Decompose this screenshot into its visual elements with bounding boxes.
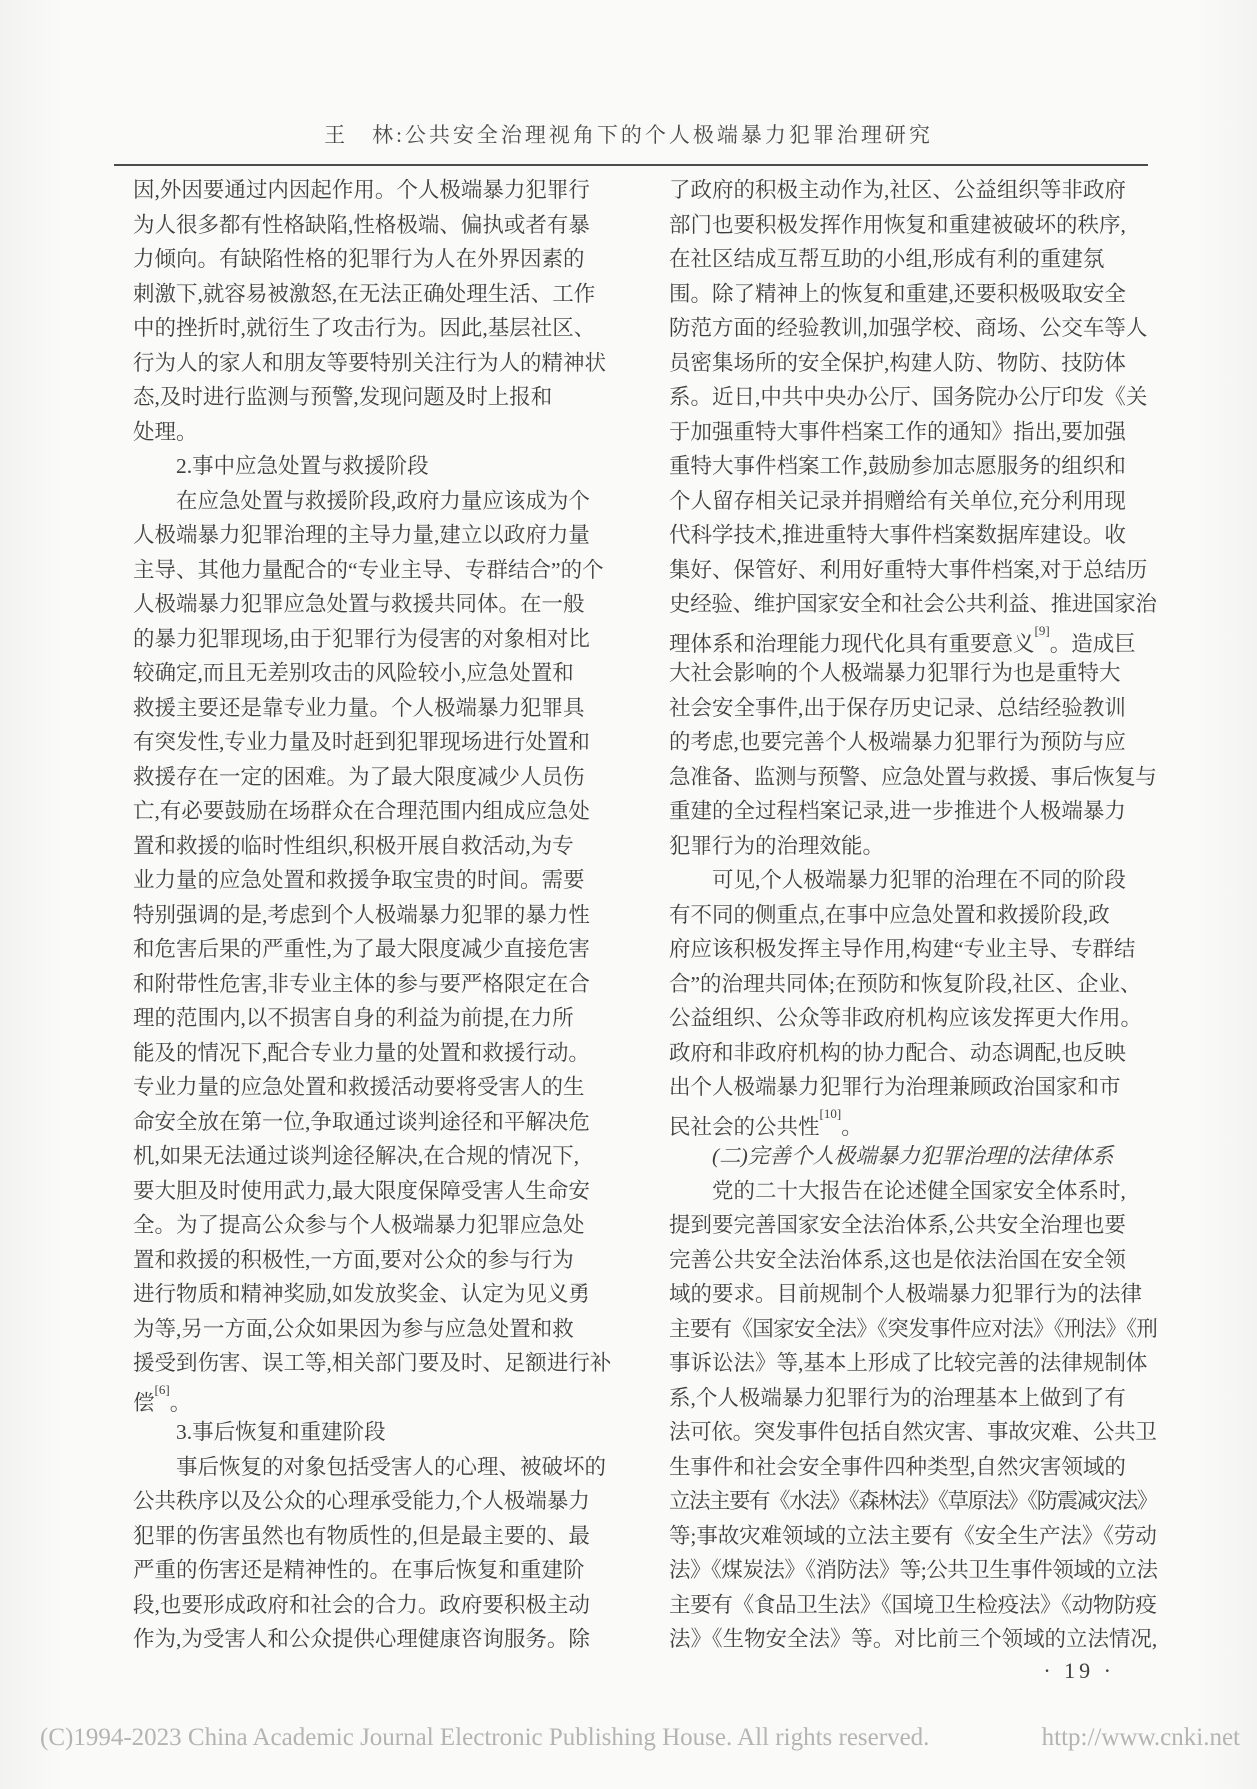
text-line: 援受到伤害、误工等,相关部门要及时、足额进行补 xyxy=(133,1351,612,1375)
text-line: 力倾向。有缺陷性格的犯罪行为人在外界因素的 xyxy=(133,247,585,271)
text-line: 政府和非政府机构的协力配合、动态调配,也反映 xyxy=(669,1040,1126,1065)
text-line: 置和救援的临时性组织,积极开展自救活动,为专 xyxy=(133,833,574,858)
text-line: 重特大事件档案工作,鼓励参加志愿服务的组织和 xyxy=(669,454,1126,478)
left-column xyxy=(133,173,621,1657)
text-line: 严重的伤害还是精神性的。在事后恢复和重建阶 xyxy=(133,1558,585,1582)
page-footer xyxy=(40,1724,1240,1752)
text-line: 系。近日,中共中央办公厅、国务院办公厅印发《关 xyxy=(669,385,1148,409)
text-line: 主要有《国家安全法》《突发事件应对法》《刑法》《刑 xyxy=(669,1316,1158,1341)
text-line: 等;事故灾难领域的立法主要有《安全生产法》《劳动 xyxy=(669,1523,1157,1548)
text-line: 了政府的积极主动作为,社区、公益组织等非政府 xyxy=(669,178,1126,202)
text-line: 偿[6]。 xyxy=(133,1381,192,1415)
text-line: 有突发性,专业力量及时赶到犯罪现场进行处置和 xyxy=(133,730,590,754)
running-header-title: 王 林:公共安全治理视角下的个人极端暴力犯罪治理研究 xyxy=(324,123,933,147)
text-line: 命安全放在第一位,争取通过谈判途径和平解决危 xyxy=(133,1109,590,1134)
text-line: 系,个人极端暴力犯罪行为的治理基本上做到了有 xyxy=(669,1385,1126,1410)
text-line: 完善公共安全法治体系,这也是依法治国在安全领 xyxy=(669,1247,1126,1272)
footer-copyright: (C)1994-2023 China Academic Journal Electronic Publishing House. All rights reserved. xyxy=(40,1724,930,1751)
text-line: 法》《煤炭法》《消防法》等;公共卫生事件领域的立法 xyxy=(669,1558,1158,1582)
text-line: 中的挫折时,就衍生了攻击行为。因此,基层社区、 xyxy=(133,316,596,340)
text-line: 因,外因要通过内因起作用。个人极端暴力犯罪行 xyxy=(133,178,590,202)
text-line: 围。除了精神上的恢复和重建,还要积极吸取安全 xyxy=(669,281,1126,306)
text-line: 进行物质和精神奖励,如发放奖金、认定为见义勇 xyxy=(133,1282,590,1306)
header-rule xyxy=(114,164,1148,166)
text-line: 人极端暴力犯罪应急处置与救援共同体。在一般 xyxy=(133,592,585,616)
text-line: 态,及时进行监测与预警,发现问题及时上报和 xyxy=(133,385,553,409)
text-line: 为等,另一方面,公众如果因为参与应急处置和救 xyxy=(133,1316,574,1341)
text-line: 的暴力犯罪现场,由于犯罪行为侵害的对象相对比 xyxy=(133,626,590,651)
text-line: 全。为了提高公众参与个人极端暴力犯罪应急处 xyxy=(133,1213,585,1237)
text-line: 立法主要有《水法》《森林法》《草原法》《防震减灾法》 xyxy=(669,1489,1157,1513)
text-line: 社会安全事件,出于保存历史记录、总结经验教训 xyxy=(669,695,1126,720)
text-line: 主要有《食品卫生法》《国境卫生检疫法》《动物防疫 xyxy=(669,1592,1157,1617)
text-line: 救援主要还是靠专业力量。个人极端暴力犯罪具 xyxy=(133,695,585,720)
text-line: 有不同的侧重点,在事中应急处置和救援阶段,政 xyxy=(669,902,1110,927)
text-line: 生事件和社会安全事件四种类型,自然灾害领域的 xyxy=(669,1454,1126,1479)
text-line: 犯罪的伤害虽然也有物质性的,但是最主要的、最 xyxy=(133,1523,590,1548)
text-line: 为人很多都有性格缺陷,性格极端、偏执或者有暴 xyxy=(133,212,590,237)
text-line: 急准备、监测与预警、应急处置与救援、事后恢复与 xyxy=(669,764,1157,789)
text-line: 专业力量的应急处置和救援活动要将受害人的生 xyxy=(133,1075,585,1099)
text-line: 在社区结成互帮互助的小组,形成有利的重建氛 xyxy=(669,247,1105,271)
text-line: 置和救援的积极性,一方面,要对公众的参与行为 xyxy=(133,1247,574,1272)
text-line: 犯罪行为的治理效能。 xyxy=(669,833,885,858)
text-line: 3.事后恢复和重建阶段 xyxy=(176,1420,386,1444)
text-line: 要大胆及时使用武力,最大限度保障受害人生命安 xyxy=(133,1178,590,1203)
text-line: 救援存在一定的困难。为了最大限度减少人员伤 xyxy=(133,764,585,789)
text-line: 重建的全过程档案记录,进一步推进个人极端暴力 xyxy=(669,799,1126,823)
text-line: 集好、保管好、利用好重特大事件档案,对于总结历 xyxy=(669,557,1148,582)
text-line: 合”的治理共同体;在预防和恢复阶段,社区、企业、 xyxy=(669,971,1142,996)
text-line: 于加强重特大事件档案工作的通知》指出,要加强 xyxy=(669,419,1126,444)
text-line: 防范方面的经验教训,加强学校、商场、公交车等人 xyxy=(669,316,1148,340)
text-line: 史经验、维护国家安全和社会公共利益、推进国家治 xyxy=(669,592,1157,616)
text-line: 理的范围内,以不损害自身的利益为前提,在力所 xyxy=(133,1006,574,1030)
text-line: 代科学技术,推进重特大事件档案数据库建设。收 xyxy=(669,523,1126,547)
text-line: 可见,个人极端暴力犯罪的治理在不同的阶段 xyxy=(712,868,1126,892)
article-body xyxy=(133,173,1157,1657)
text-line: 事诉讼法》等,基本上形成了比较完善的法律规制体 xyxy=(669,1351,1148,1375)
text-line: 业力量的应急处置和救援争取宝贵的时间。需要 xyxy=(133,868,585,892)
text-line: 处理。 xyxy=(133,419,198,444)
text-line: 和附带性危害,非专业主体的参与要严格限定在合 xyxy=(133,971,590,996)
text-line: 大社会影响的个人极端暴力犯罪行为也是重特大 xyxy=(669,661,1121,685)
text-line: 主导、其他力量配合的“专业主导、专群结合”的个 xyxy=(133,557,604,582)
text-line: 党的二十大报告在论述健全国家安全体系时, xyxy=(712,1178,1126,1203)
text-line: 民社会的公共性[10]。 xyxy=(669,1105,863,1139)
text-line: 提到要完善国家安全法治体系,公共安全治理也要 xyxy=(669,1213,1126,1237)
text-line: 部门也要积极发挥作用恢复和重建被破坏的秩序, xyxy=(669,212,1126,237)
text-line: 行为人的家人和朋友等要特别关注行为人的精神状 xyxy=(133,350,607,375)
text-line: 出个人极端暴力犯罪行为治理兼顾政治国家和市 xyxy=(669,1075,1121,1099)
text-line: (二)完善个人极端暴力犯罪治理的法律体系 xyxy=(712,1144,1114,1168)
text-line: 个人留存相关记录并捐赠给有关单位,充分利用现 xyxy=(669,488,1126,513)
right-column xyxy=(669,173,1157,1657)
text-line: 刺激下,就容易被激怒,在无法正确处理生活、工作 xyxy=(133,281,596,306)
page-number: · 19 · xyxy=(1043,1658,1115,1683)
text-line: 亡,有必要鼓励在场群众在合理范围内组成应急处 xyxy=(133,799,590,823)
text-line: 段,也要形成政府和社会的合力。政府要积极主动 xyxy=(133,1592,590,1617)
text-line: 和危害后果的严重性,为了最大限度减少直接危害 xyxy=(133,937,590,961)
text-line: 能及的情况下,配合专业力量的处置和救援行动。 xyxy=(133,1040,590,1065)
text-line: 在应急处置与救援阶段,政府力量应该成为个 xyxy=(176,488,590,513)
text-line: 理体系和治理能力现代化具有重要意义[9]。造成巨 xyxy=(669,622,1136,656)
text-line: 特别强调的是,考虑到个人极端暴力犯罪的暴力性 xyxy=(133,902,590,927)
text-line: 府应该积极发挥主导作用,构建“专业主导、专群结 xyxy=(669,937,1136,961)
text-line: 域的要求。目前规制个人极端暴力犯罪行为的法律 xyxy=(669,1282,1143,1306)
text-line: 机,如果无法通过谈判途径解决,在合规的情况下, xyxy=(133,1144,580,1168)
text-line: 2.事中应急处置与救援阶段 xyxy=(176,454,429,478)
text-line: 公共秩序以及公众的心理承受能力,个人极端暴力 xyxy=(133,1489,590,1513)
text-line: 较确定,而且无差别攻击的风险较小,应急处置和 xyxy=(133,661,574,685)
text-line: 的考虑,也要完善个人极端暴力犯罪行为预防与应 xyxy=(669,730,1126,754)
text-line: 人极端暴力犯罪治理的主导力量,建立以政府力量 xyxy=(133,523,590,547)
text-line: 作为,为受害人和公众提供心理健康咨询服务。除 xyxy=(133,1627,590,1651)
text-line: 法可依。突发事件包括自然灾害、事故灾难、公共卫 xyxy=(669,1420,1157,1444)
text-line: 员密集场所的安全保护,构建人防、物防、技防体 xyxy=(669,350,1126,375)
text-line: 事后恢复的对象包括受害人的心理、被破坏的 xyxy=(176,1454,607,1479)
footer-url: http://www.cnki.net xyxy=(1041,1724,1240,1751)
text-line: 公益组织、公众等非政府机构应该发挥更大作用。 xyxy=(669,1006,1143,1030)
text-line: 法》《生物安全法》等。对比前三个领域的立法情况, xyxy=(669,1627,1158,1651)
